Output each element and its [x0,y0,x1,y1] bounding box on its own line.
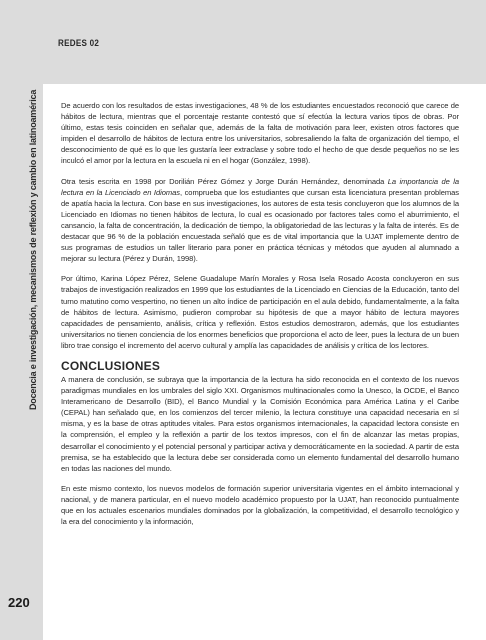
header-band [0,0,486,84]
paragraph-1: De acuerdo con los resultados de estas investigaciones, 48 % de los estudiantes encuestados reconoció que carece de hábitos de lectura, mientras que el porcentaje restante contestó que sí efectúa la lectura varios tipos de obras. Por último, estas tesis coinciden en señalar que, además de la falta de motivación para leer, existen otros factores que impiden el desarrollo de hábitos de lectura entre los universitarios, sobresaliendo la falta de organización del tiempo, el desconocimiento de qué es lo que les gustaría leer extraclase y sobre todo el hecho de que desde pequeños no se les inculcó el amor por la lectura en la escuela ni en el hogar (González, 1998). [61,101,459,166]
body-text [61,100,459,536]
conclusion-paragraph-2: En este mismo contexto, los nuevos modelos de formación superior universitaria vigentes en el ámbito internacional y nacional, y de manera particular, en el nuevo modelo académico propuesto por la UJAT, han reconocido puntualmente que en los actuales escenarios mundiales dominados por la globalización, la competitividad, el desarrollo tecnológico y la era del conocimiento y la información, [61,483,459,527]
thesis-title-italic: La importancia de la lectura en la Licenciado en Idiomas [61,176,459,197]
paragraph-3: Por último, Karina López Pérez, Selene Guadalupe Marín Morales y Rosa Isela Rosado Acosta concluyeron en sus trabajos de investigación realizados en 1999 que los estudiantes de la Licenciado en Ciencias de la Educación, tanto del turno matutino como vespertino, no tienen un alto índice de participación en el aula debido, fundamentalmente, a la falta de hábitos de lectura. Asimismo, pudieron comprobar su hipótesis de que a mayor hábito de lectura mayores capacidades de pensamiento, análisis, crítica y reflexión. Estos estudios demostraron, además, que los estudiantes universitarios no tienen conciencia de los enormes beneficios que proporciona el acto de leer, pues la lectura de un buen libro trae consigo el incremento del acervo cultural y amplía las capacidades de análisis y crítica de los lectores. [61,274,459,350]
conclusion-paragraph-1: A manera de conclusión, se subraya que la importancia de la lectura ha sido reconocida en el contexto de los nuevos paradigmas mundiales en los umbrales del siglo XXI. Organismos multinacionales como la Unesco, la OCDE, el Banco Interamericano de Desarrollo (BID), el Banco Mundial y la Comisión Económica para América Latina y el Caribe (CEPAL) han señalado que, en los comienzos del tercer milenio, la lectura constituye una capacidad necesaria en sí misma, y es la base de otras aptitudes vitales. Para estos organismos internacionales, la capacidad lectora consiste en la comprensión, el empleo y la reflexión a partir de los textos impresos, con el fin de alcanzar las metas propias, desarrollar el conocimiento y el potencial personal y participar activa y democráticamente en la sociedad. A partir de esta premisa, se ha establecido que la lectura debe ser considerada como un elemento fundamental del desarrollo humano en todas las naciones del mundo. [61,374,459,473]
paragraph-2-end: , comprueba que los estudiantes que cursan esta licenciatura presentan problemas de apatía hacia la lectura. Con base en sus investigaciones, los autores de esta tesis concluyeron que los alumnos de la Licenciado en Idiomas no tienen hábitos de lectura, lo cual es ocasionado por factores tales como el aburrimiento, el cansancio, la falta de concentración, la dedicación de tiempo, la obligatoriedad de las lecturas y la falta de interés. Es de destacar que 96 % de la población encuestada señaló que es de vital importancia que la UJAT implemente dentro de sus programas de estudios un taller literario para poner en práctica técnicas y métodos que ayuden al alumnado a mejorar su lectura (Pérez y Durán, 1998). [61,187,459,264]
section-heading-conclusions: CONCLUSIONES [61,358,161,373]
paragraph-2-start: Otra tesis escrita en 1998 por Dorilián Pérez Gómez y Jorge Durán Hernández, denominada [61,176,388,186]
vertical-book-title: Docencia e investigación, mecanismos de reflexión y cambio en latinoamérica [28,89,38,410]
page-number: 220 [8,595,30,610]
paragraph-2 [61,176,459,265]
running-header: REDES 02 [58,38,100,49]
